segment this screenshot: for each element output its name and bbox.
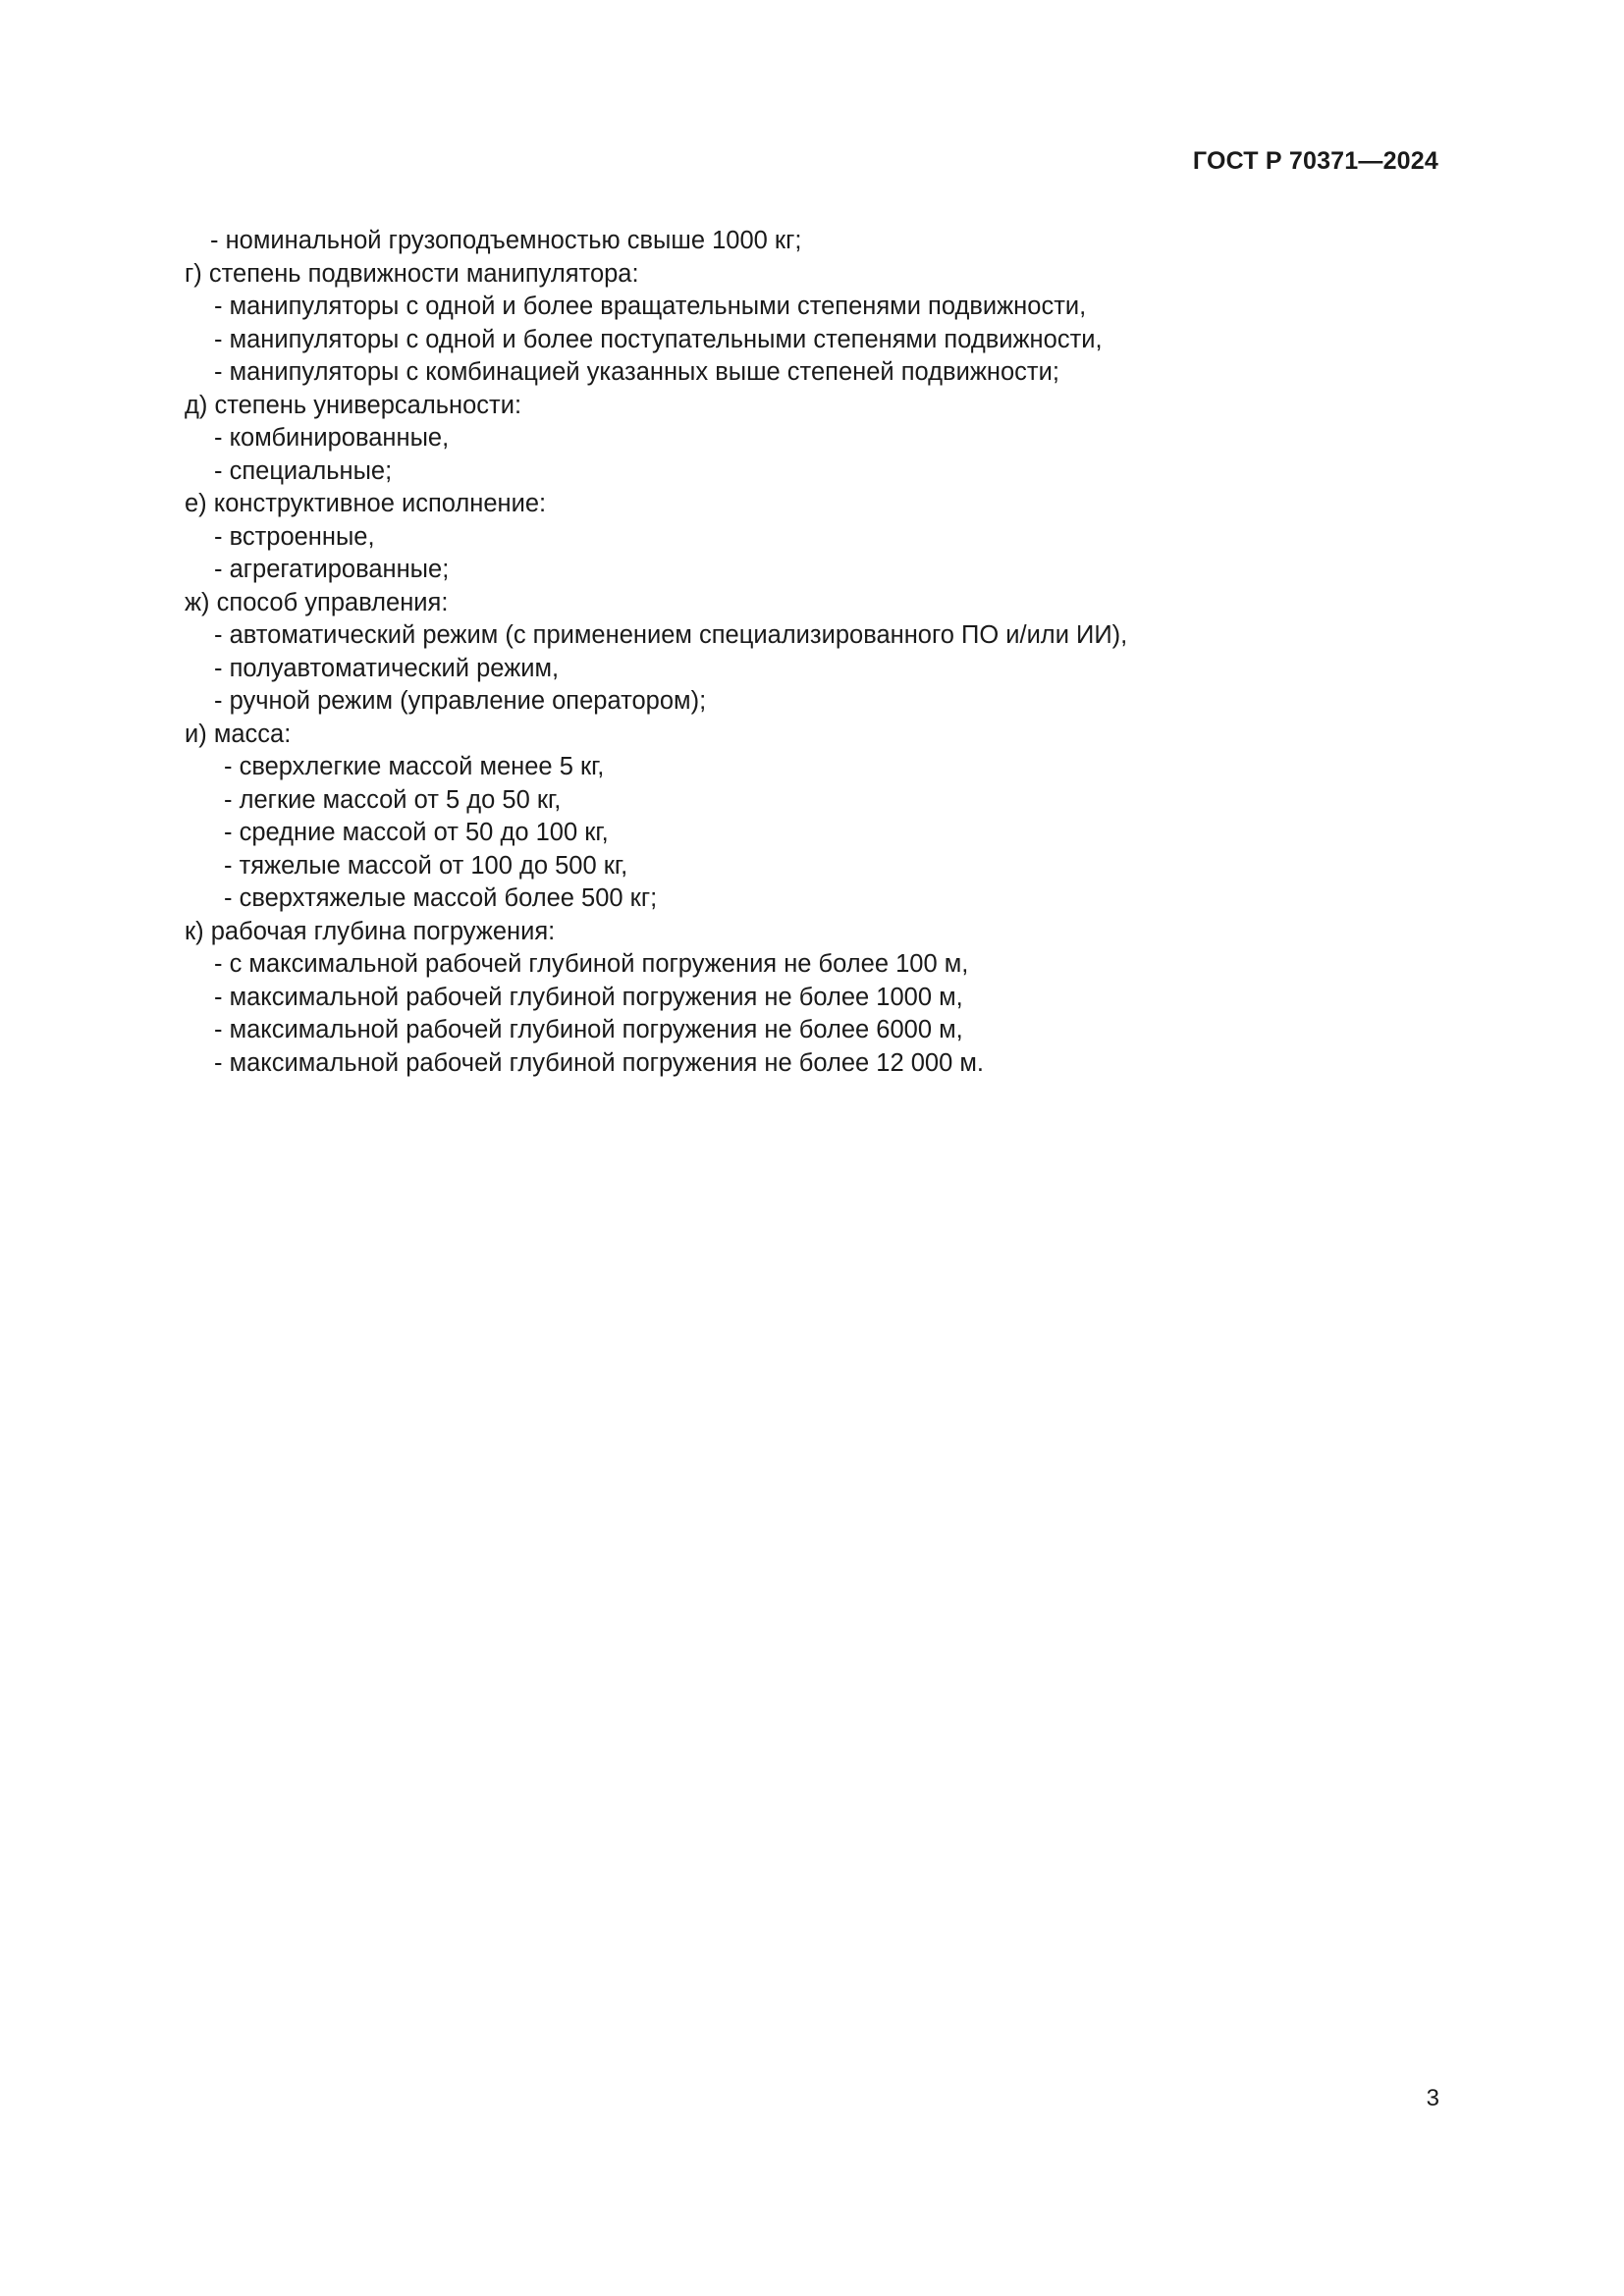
classification-list xyxy=(185,225,1451,1080)
list-item: - максимальной рабочей глубиной погружения не более 1000 м, xyxy=(214,983,963,1011)
list-item: - средние массой от 50 до 100 кг, xyxy=(224,819,609,846)
list-item: - манипуляторы с комбинацией указанных выше степеней подвижности; xyxy=(214,358,1059,386)
list-item: - номинальной грузоподъемностью свыше 1000 кг; xyxy=(210,227,802,254)
list-item: - манипуляторы с одной и более вращательными степенями подвижности, xyxy=(214,293,1087,320)
list-item: - полуавтоматический режим, xyxy=(214,654,560,682)
list-item: - максимальной рабочей глубиной погружения не более 12 000 м. xyxy=(214,1048,984,1077)
list-item: - встроенные, xyxy=(214,522,375,551)
list-item: - специальные; xyxy=(214,456,393,485)
document-code-header: ГОСТ Р 70371—2024 xyxy=(1192,147,1438,175)
list-item: - сверхлегкие массой менее 5 кг, xyxy=(224,753,605,780)
list-item: - ручной режим (управление оператором); xyxy=(214,687,707,715)
list-item: - автоматический режим (с применением специализированного ПО и/или ИИ), xyxy=(214,621,1128,649)
list-heading: к) рабочая глубина погружения: xyxy=(185,917,556,945)
list-heading: и) масса: xyxy=(185,720,292,748)
list-item: - сверхтяжелые массой более 500 кг; xyxy=(224,884,658,912)
list-item: - комбинированные, xyxy=(214,424,450,452)
list-heading: г) степень подвижности манипулятора: xyxy=(185,259,639,288)
list-item: - с максимальной рабочей глубиной погружения не более 100 м, xyxy=(214,950,969,978)
list-heading: д) степень универсальности: xyxy=(185,391,522,419)
list-item: - легкие массой от 5 до 50 кг, xyxy=(224,785,562,814)
list-item: - манипуляторы с одной и более поступательными степенями подвижности, xyxy=(214,325,1103,353)
list-heading: ж) способ управления: xyxy=(185,588,449,616)
list-item: - максимальной рабочей глубиной погружения не более 6000 м, xyxy=(214,1016,963,1043)
list-item: - тяжелые массой от 100 до 500 кг, xyxy=(224,851,628,880)
page-number: 3 xyxy=(1426,2085,1439,2111)
list-item: - агрегатированные; xyxy=(214,556,450,583)
list-heading: е) конструктивное исполнение: xyxy=(185,490,547,517)
